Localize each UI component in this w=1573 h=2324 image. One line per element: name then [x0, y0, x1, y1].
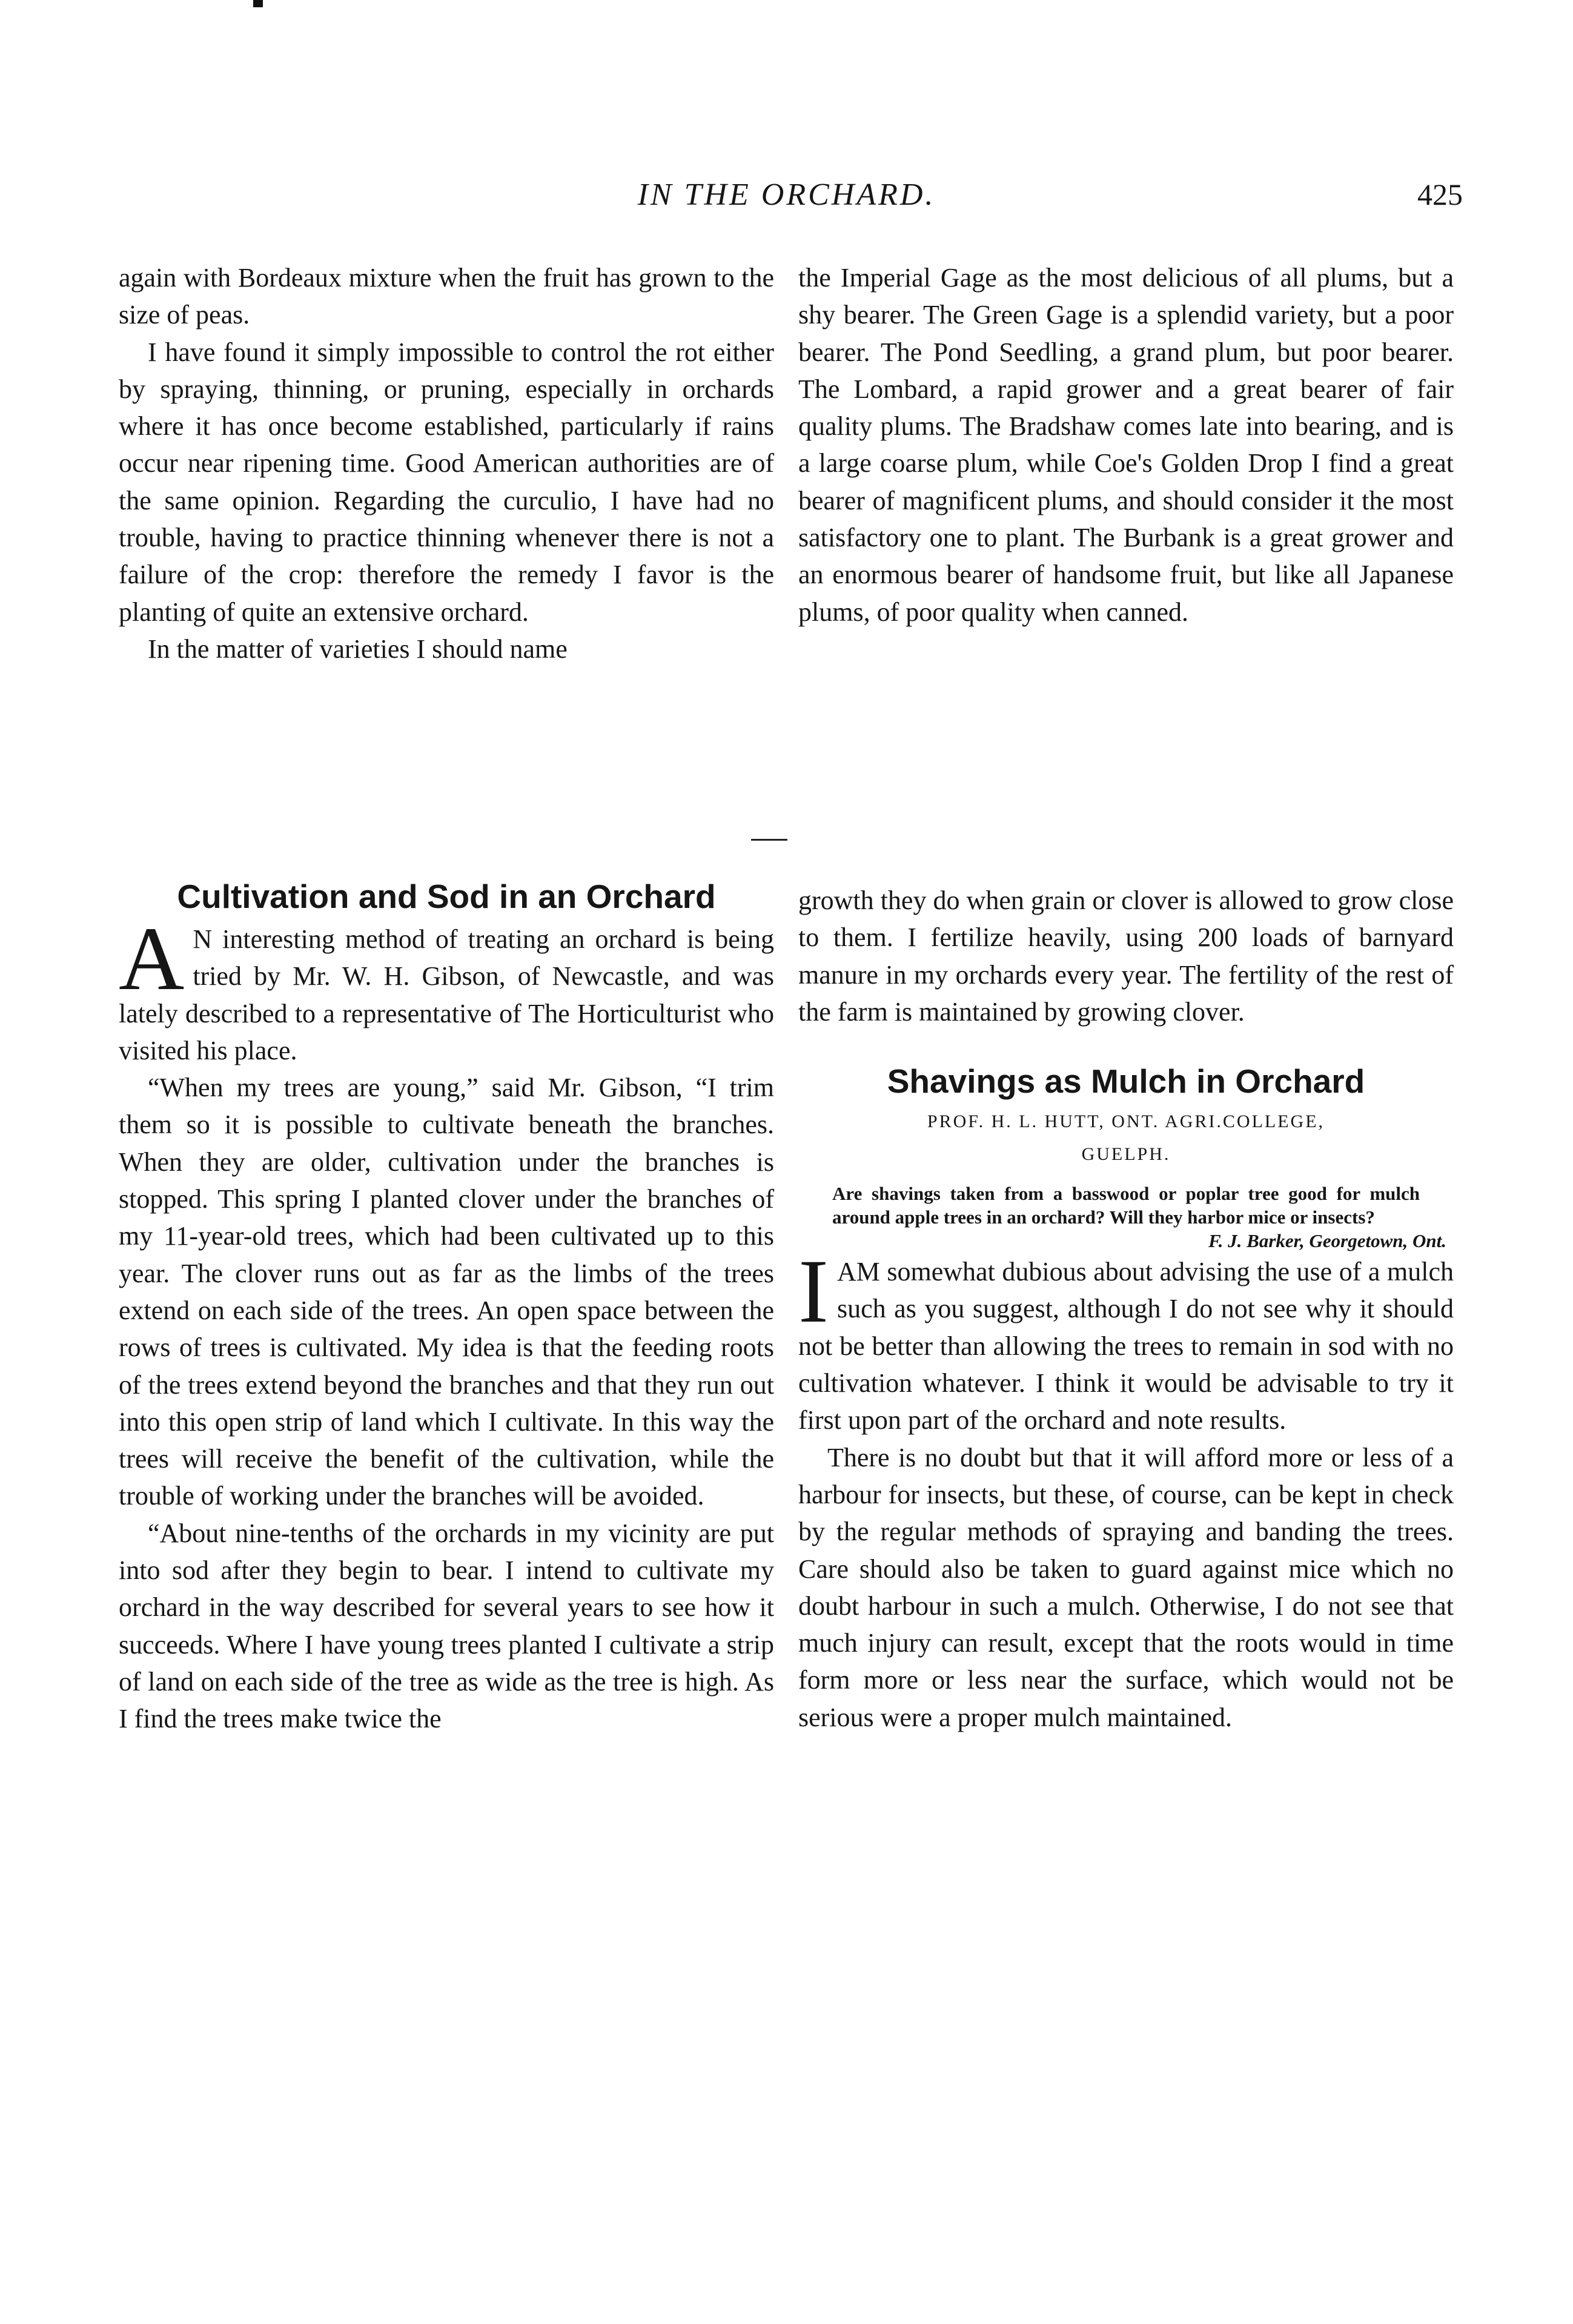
page-number: 425 — [1417, 177, 1463, 211]
right-column-top — [798, 259, 1454, 631]
paragraph: “When my trees are young,” said Mr. Gibson, “I trim them so it is possible to cultivate beneath the branches. When they are older, cultivation under the branches is stopped. This spring I planted clover under the branches of my 11-year-old trees, which had been cultivated up to this year. The clover runs out as far as the limbs of the trees extend on each side of the trees. An open space between the rows of trees is cultivated. My idea is that the feeding roots of the trees extend beyond the branches and that they run out into this open strip of land which I cultivate. In this way the trees will receive the benefit of the cultivation, while the trouble of working under the branches will be avoided. — [119, 1073, 774, 1511]
article-continuation: growth they do when grain or clover is allowed to grow close to them. I fertilize heavily, using 200 loads of barnyard manure in my orchards every year. The fertility of the rest of the farm is maintained by growing clover. — [798, 886, 1454, 1027]
paragraph: the Imperial Gage as the most delicious of all plums, but a shy bearer. The Green Gage is a splendid variety, but a poor bearer. The Pond Seedling, a grand plum, but poor bearer. The Lombard, a rapid grower and a great bearer of fair quality plums. The Bradshaw comes late into bearing, and is a large coarse plum, while Coe's Golden Drop I find a great bearer of magnificent plums, and should consider it the most satisfactory one to plant. The Burbank is a great grower and an enormous bearer of handsome fruit, but like all Japanese plums, of poor quality when canned. — [798, 263, 1454, 627]
article-cultivation-sod — [119, 872, 774, 1738]
paragraph: “About nine-tenths of the orchards in my vicinity are put into sod after they begin to bear. I intend to cultivate my orchard in the way described for several years to see how it succeeds. Where I have young trees planted I cultivate a strip of land on each side of the tree as wide as the tree is high. As I find the trees make twice the — [119, 1518, 774, 1734]
running-title: IN THE ORCHARD. — [637, 177, 936, 212]
article-heading: Cultivation and Sod in an Orchard — [177, 878, 716, 915]
section-divider — [751, 839, 787, 841]
paragraph: again with Bordeaux mixture when the fruit has grown to the size of peas. — [119, 263, 774, 330]
paragraph: I have found it simply impossible to control the rot either by spraying, thinning, or pruning, especially in orchards where it has once become established, particularly if rains occur near ripening time. Good American authorities are of the same opinion. Regarding the curculio, I have had no trouble, having to practice thinning whenever there is not a failure of the crop: therefore the remedy I favor is the planting of quite an extensive orchard. — [119, 337, 774, 627]
paragraph: In the matter of varieties I should name — [148, 634, 568, 664]
drop-cap: A — [119, 909, 185, 1009]
print-mark — [253, 0, 263, 7]
right-column-main — [798, 882, 1454, 1736]
paragraph-text: N interesting method of treating an orchard is being tried by Mr. W. H. Gibson, of Newcastle, and was lately described to a representative of The Horticulturist who visited his place. — [119, 924, 774, 1065]
paragraph: There is no doubt but that it will afford more or less of a harbour for insects, but these, of course, can be kept in check by the regular methods of spraying and banding the trees. Care should also be taken to guard against mice which no doubt harbour in such a mulch. Otherwise, I do not see that much injury can result, except that the roots would in time form more or less near the surface, which would not be serious were a proper mulch maintained. — [798, 1442, 1454, 1732]
article-heading: Shavings as Mulch in Orchard — [887, 1062, 1365, 1101]
left-column-top — [119, 259, 774, 667]
question-signature: F. J. Barker, Georgetown, Ont. — [1208, 1230, 1446, 1252]
paragraph-text: AM somewhat dubious about advising the use of a mulch such as you suggest, although I do not see why it should not be better than allowing the trees to remain in sod with no cultivation whatever. I think it would be advisable to try it first upon part of the orchard and note results. — [798, 1257, 1454, 1435]
drop-cap: I — [798, 1241, 829, 1342]
spacer — [798, 1030, 1454, 1057]
byline: PROF. H. L. HUTT, ONT. AGRI.COLLEGE, — [927, 1111, 1325, 1132]
article-lead-paragraph — [119, 909, 774, 1069]
reader-question: Are shavings taken from a basswood or poplar tree good for mulch around apple trees in an orchard? Will they harbor mice or insects? — [832, 1183, 1420, 1228]
byline-location: GUELPH. — [1081, 1144, 1171, 1165]
